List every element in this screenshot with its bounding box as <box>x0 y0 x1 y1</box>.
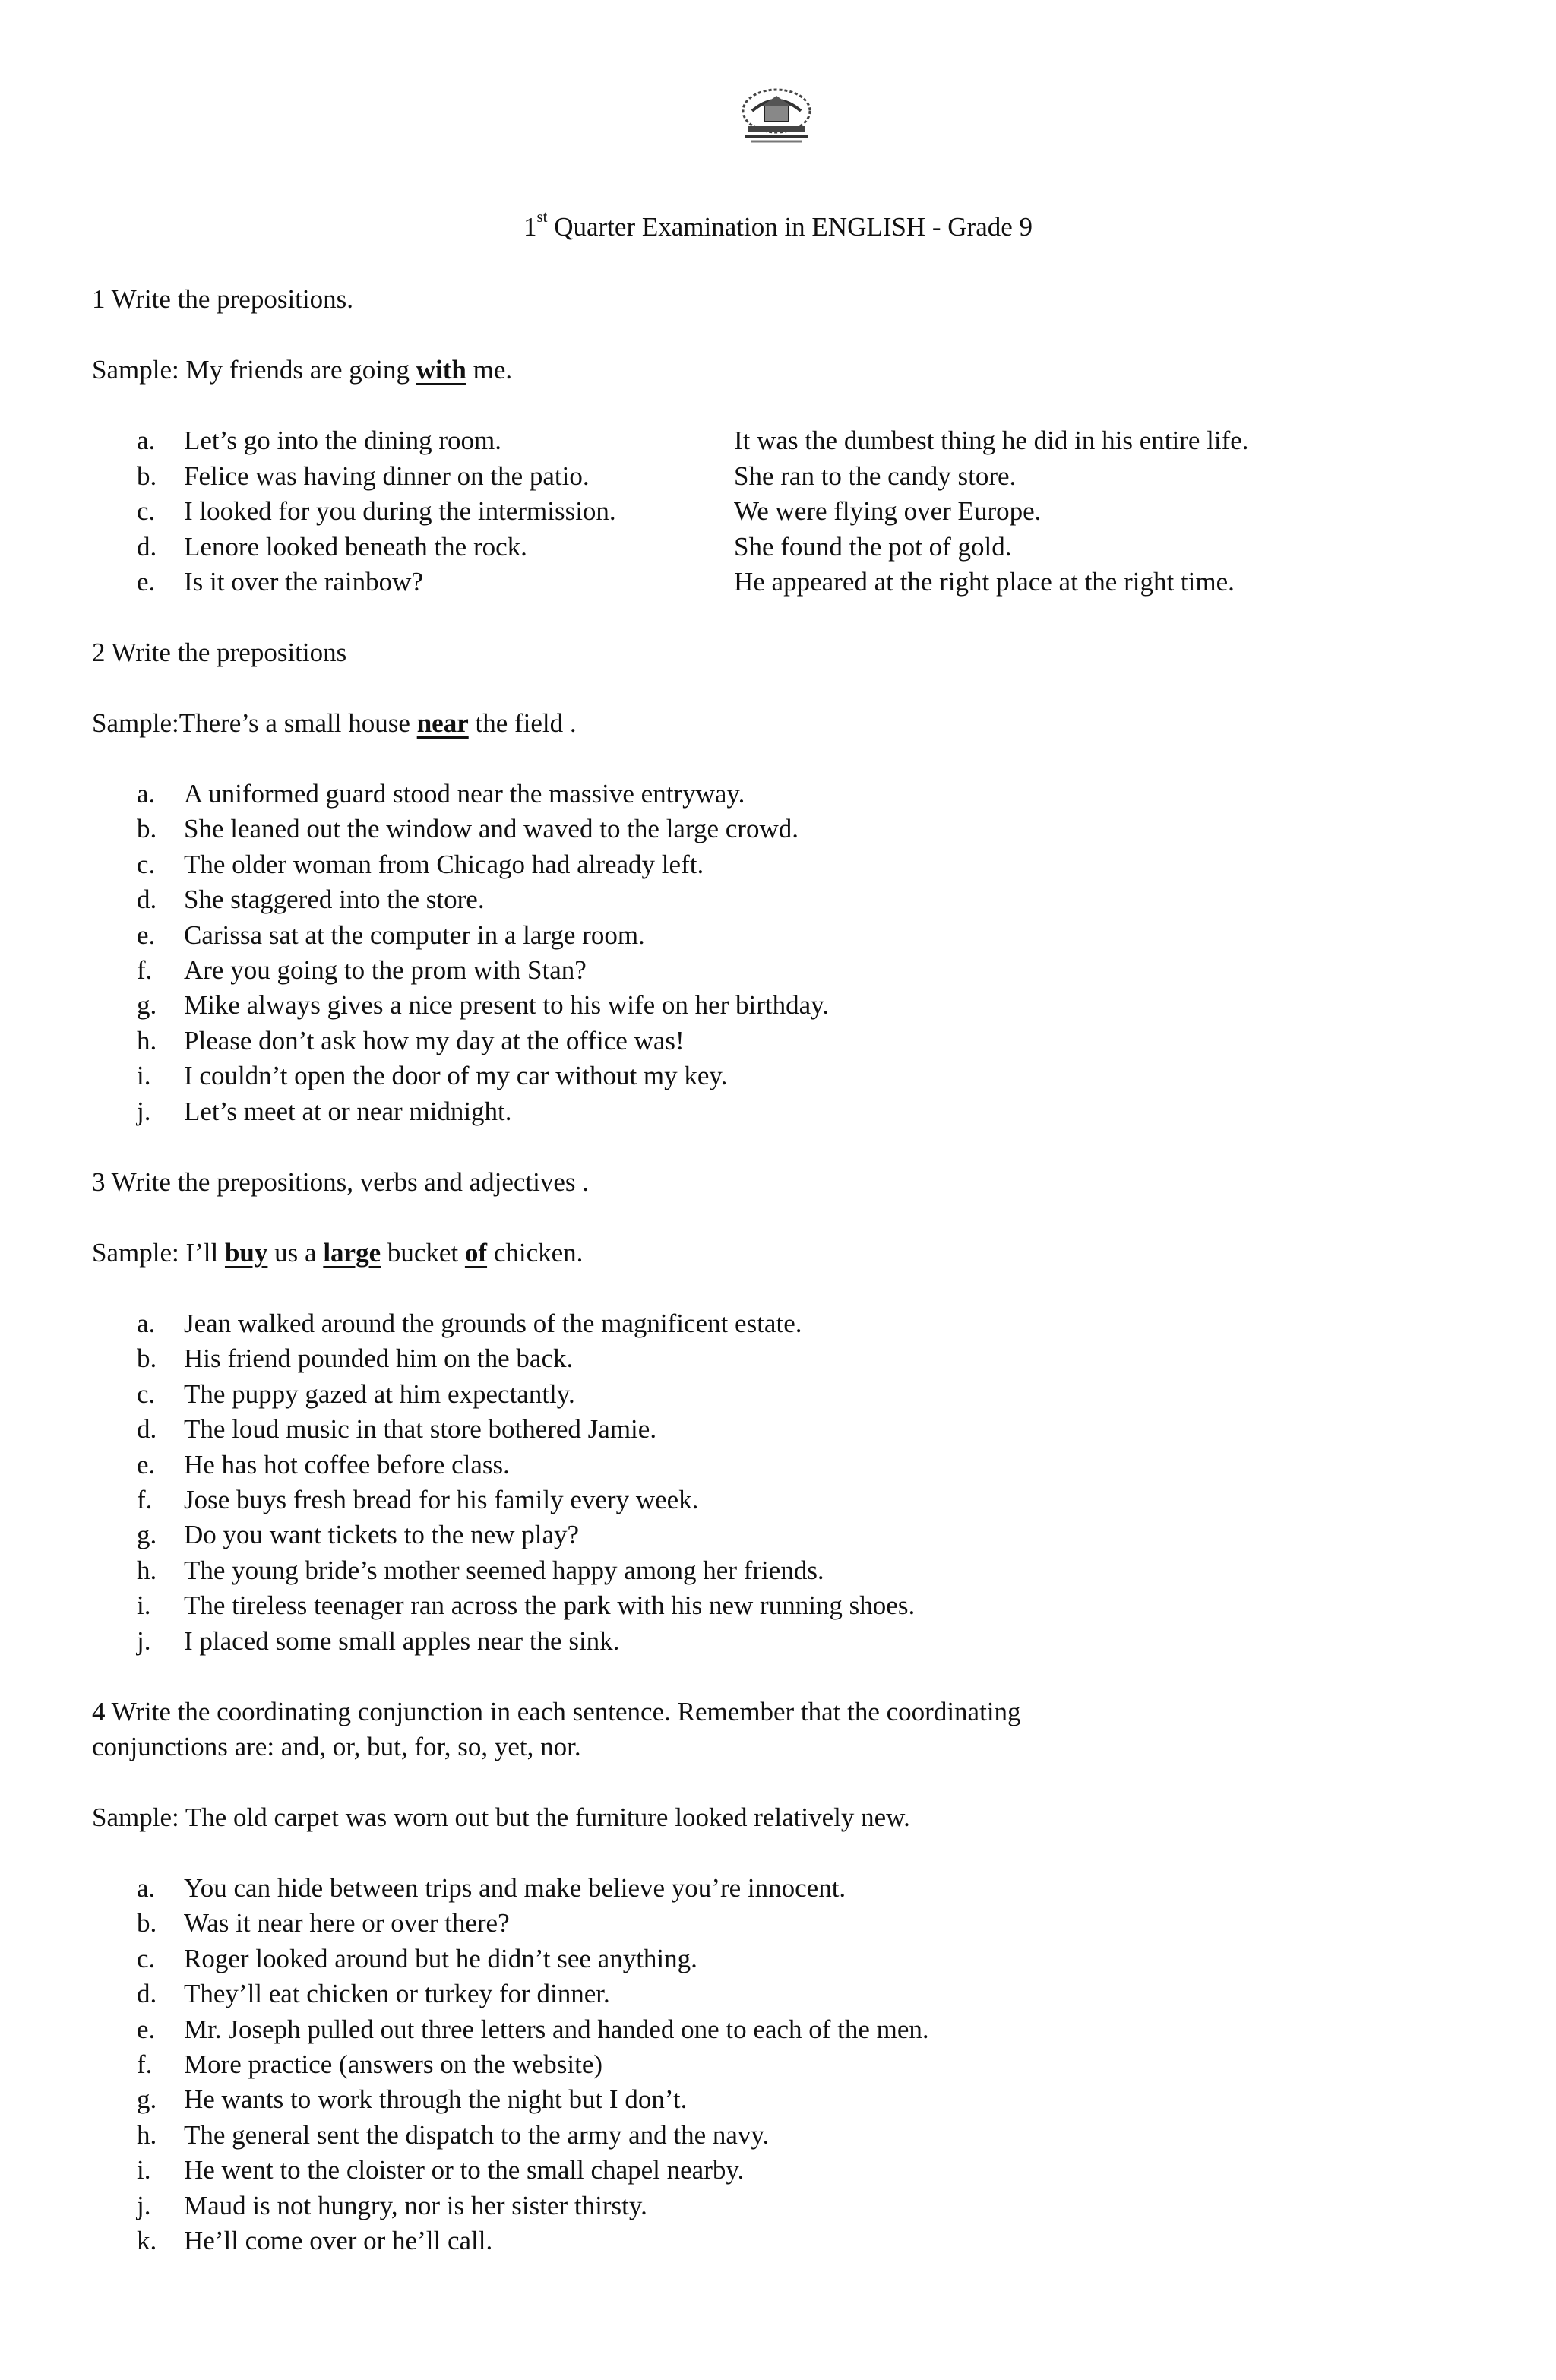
item-sentence: His friend pounded him on the back. <box>184 1343 574 1374</box>
item-sentence: I couldn’t open the door of my car without my key. <box>184 1061 728 1091</box>
item-letter: j. <box>137 2190 151 2220</box>
item-sentence: He wants to work through the night but I don’t. <box>184 2084 688 2115</box>
item-letter: a. <box>137 779 156 809</box>
item-letter: d. <box>137 1414 157 1445</box>
item-sentence: More practice (answers on the website) <box>184 2049 603 2079</box>
item-sentence: Please don’t ask how my day at the office was! <box>184 1025 685 1055</box>
sample-answer: of <box>464 1238 488 1268</box>
sample-answer: large <box>323 1238 381 1268</box>
item-sentence: Roger looked around but he didn’t see anything. <box>184 1943 697 1973</box>
item-sentence: I looked for you during the intermission. <box>184 496 616 526</box>
item-sentence: Jean walked around the grounds of the magnificent estate. <box>184 1309 802 1338</box>
item-letter: a. <box>137 426 156 455</box>
item-letter: f. <box>137 2049 153 2079</box>
item-sentence: A uniformed guard stood near the massive entryway. <box>184 779 745 809</box>
item-sentence: Maud is not hungry, nor is her sister thirsty. <box>184 2190 647 2220</box>
item-sentence: The general sent the dispatch to the army and the navy. <box>184 2119 770 2150</box>
item-letter: i. <box>137 1061 151 1091</box>
item-letter: i. <box>137 2155 151 2185</box>
item-letter: j. <box>137 1625 151 1656</box>
item-sentence: Do you want tickets to the new play? <box>184 1520 580 1550</box>
item-letter: h. <box>137 2119 157 2150</box>
section-3-sample: Sample: I’ll buy us a large bucket of chicken. <box>92 1238 584 1268</box>
item-sentence: He’ll come over or he’ll call. <box>184 2226 493 2255</box>
item-letter: e. <box>137 567 156 597</box>
item-letter: g. <box>137 2084 157 2115</box>
item-sentence: She staggered into the store. <box>184 885 485 915</box>
section-4-heading-line-2: conjunctions are: and, or, but, for, so, yet, nor. <box>92 1732 581 1761</box>
item-letter: d. <box>137 531 157 562</box>
item-letter: d. <box>137 885 157 915</box>
item-sentence: The tireless teenager ran across the park with his new running shoes. <box>184 1590 916 1621</box>
item-sentence: Mike always gives a nice present to his wife on her birthday. <box>184 990 830 1021</box>
item-sentence: Was it near here or over there? <box>184 1908 510 1938</box>
section-1-sample: Sample: My friends are going with me. <box>92 355 513 385</box>
right-column-sentence: She found the pot of gold. <box>734 531 1012 562</box>
item-sentence: He has hot coffee before class. <box>184 1449 510 1480</box>
item-sentence: She leaned out the window and waved to the large crowd. <box>184 814 799 844</box>
item-sentence: He went to the cloister or to the small chapel nearby. <box>184 2155 745 2185</box>
item-sentence: They’ll eat chicken or turkey for dinner. <box>184 1979 610 2009</box>
item-letter: f. <box>137 1485 153 1514</box>
exam-title: 1st Quarter Examination in ENGLISH - Grade 9 <box>523 207 1033 242</box>
item-sentence: The older woman from Chicago had already left. <box>184 849 704 879</box>
section-2-sample: Sample:There’s a small house near the field . <box>92 708 577 738</box>
item-letter: c. <box>137 496 156 526</box>
right-column-sentence: We were flying over Europe. <box>734 496 1042 526</box>
section-4-heading-line-1: 4 Write the coordinating conjunction in each sentence. Remember that the coordinating <box>92 1697 1021 1726</box>
item-letter: h. <box>137 1555 157 1585</box>
item-letter: b. <box>137 460 157 491</box>
item-letter: a. <box>137 1309 156 1338</box>
item-letter: i. <box>137 1590 151 1621</box>
item-letter: k. <box>137 2226 157 2255</box>
item-sentence: The young bride’s mother seemed happy among her friends. <box>184 1555 824 1585</box>
section-4-sample: Sample: The old carpet was worn out but the furniture looked relatively new. <box>92 1802 910 1832</box>
item-sentence: Are you going to the prom with Stan? <box>184 955 587 985</box>
item-letter: e. <box>137 1449 156 1480</box>
item-sentence: Carissa sat at the computer in a large room. <box>184 919 645 950</box>
item-sentence: Jose buys fresh bread for his family every week. <box>184 1485 699 1514</box>
item-letter: e. <box>137 919 156 950</box>
sample-answer: near <box>416 708 469 738</box>
sample-answer: buy <box>224 1238 268 1268</box>
item-letter: c. <box>137 1943 156 1973</box>
section-1-heading: 1 Write the prepositions. <box>92 284 354 314</box>
item-letter: f. <box>137 955 153 985</box>
right-column-sentence: It was the dumbest thing he did in his entire life. <box>734 426 1249 455</box>
sample-answer: with <box>416 355 466 385</box>
item-letter: e. <box>137 2014 156 2044</box>
section-2-heading: 2 Write the prepositions <box>92 638 347 667</box>
item-sentence: Is it over the rainbow? <box>184 567 423 597</box>
item-letter: d. <box>137 1979 157 2009</box>
item-letter: c. <box>137 1378 156 1409</box>
item-sentence: I placed some small apples near the sink. <box>184 1625 620 1656</box>
item-sentence: Mr. Joseph pulled out three letters and handed one to each of the men. <box>184 2014 929 2044</box>
item-sentence: Felice was having dinner on the patio. <box>184 460 590 491</box>
item-letter: c. <box>137 849 156 879</box>
item-letter: b. <box>137 814 157 844</box>
item-sentence: Let’s meet at or near midnight. <box>184 1096 512 1126</box>
item-letter: b. <box>137 1343 157 1374</box>
item-sentence: The puppy gazed at him expectantly. <box>184 1378 575 1409</box>
item-letter: g. <box>137 1520 157 1550</box>
item-sentence: The loud music in that store bothered Jamie. <box>184 1414 657 1445</box>
item-letter: h. <box>137 1025 157 1055</box>
school-logo <box>734 85 819 146</box>
right-column-sentence: She ran to the candy store. <box>734 460 1017 491</box>
item-sentence: Lenore looked beneath the rock. <box>184 531 527 562</box>
right-column-sentence: He appeared at the right place at the right time. <box>734 567 1235 597</box>
item-letter: g. <box>137 990 157 1021</box>
item-letter: j. <box>137 1096 151 1126</box>
item-letter: a. <box>137 1873 156 1903</box>
item-sentence: You can hide between trips and make believe you’re innocent. <box>184 1873 846 1903</box>
item-sentence: Let’s go into the dining room. <box>184 426 502 455</box>
section-3-heading: 3 Write the prepositions, verbs and adjectives . <box>92 1167 590 1197</box>
item-letter: b. <box>137 1908 157 1938</box>
